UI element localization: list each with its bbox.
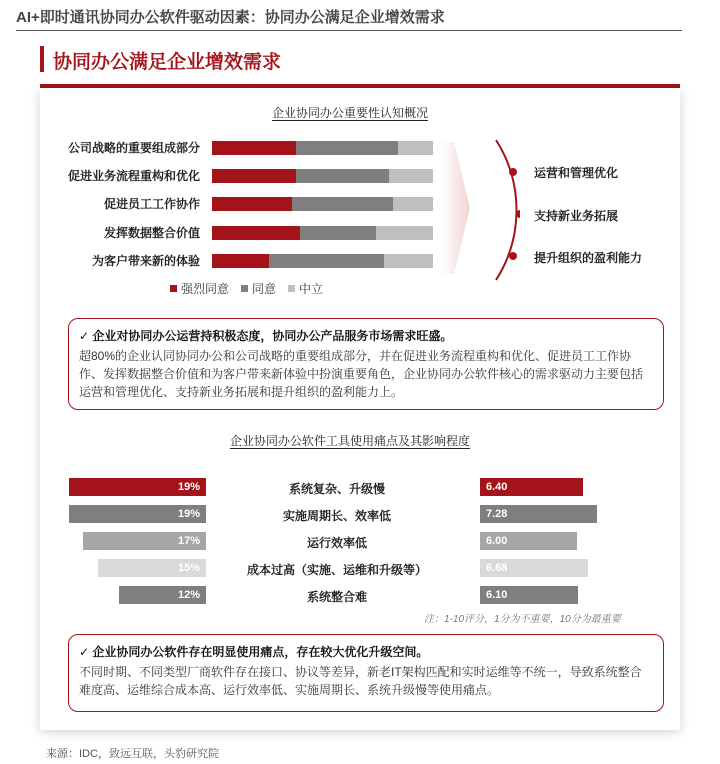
driver-arc — [440, 130, 520, 290]
pain-category-label: 成本过高（实施、运维和升级等） — [246, 563, 427, 577]
stack-category-label: 为客户带来新的体验 — [91, 254, 200, 268]
stack-bar-segment — [212, 169, 296, 183]
chart1-legend — [170, 280, 323, 297]
driver-item-1: 运营和管理优化 — [534, 166, 619, 180]
callout-1-heading — [79, 327, 452, 344]
pain-share-bar: 15% — [98, 559, 206, 577]
pain-category-label: 系统整合难 — [306, 590, 367, 604]
chart2-title: 企业协同办公软件工具使用痛点及其影响程度 — [229, 434, 470, 448]
stack-bar-segment — [269, 254, 384, 268]
stack-bar-row — [212, 254, 433, 268]
stack-bar-row — [212, 169, 433, 183]
stack-bar-row — [212, 141, 433, 155]
stack-bar-segment — [393, 197, 433, 211]
legend-label: 中立 — [299, 282, 324, 296]
page-title: AI+即时通讯协同办公软件驱动因素：协同办公满足企业增效需求 — [16, 9, 445, 26]
fade-arrow-shape — [440, 142, 470, 274]
stack-category-label: 发挥数据整合价值 — [103, 226, 200, 240]
stack-bar-segment — [296, 141, 398, 155]
pain-score-bar: 6.68 — [480, 559, 588, 577]
chart1-title: 企业协同办公重要性认知概况 — [271, 106, 428, 120]
driver-item-3: 提升组织的盈利能力 — [534, 251, 643, 265]
arc-dot-3 — [509, 252, 517, 260]
pain-share-bar: 12% — [119, 586, 206, 604]
stack-bar-segment — [376, 226, 433, 240]
stack-bar-segment — [389, 169, 433, 183]
pain-category-label: 实施周期长、效率低 — [282, 509, 391, 523]
pain-share-bar: 19% — [69, 505, 206, 523]
stack-bar-segment — [296, 169, 389, 183]
arc-dot-1 — [509, 168, 517, 176]
pain-score-bar: 7.28 — [480, 505, 597, 523]
callout-2-heading — [79, 643, 428, 660]
pain-category-label: 运行效率低 — [306, 536, 367, 550]
callout-1-heading-text: 企业对协同办公运营持积极态度，协同办公产品服务市场需求旺盛。 — [92, 329, 453, 343]
stack-bar-row — [212, 226, 433, 240]
driver-item-2: 支持新业务拓展 — [534, 209, 619, 223]
pain-share-bar: 19% — [69, 478, 206, 496]
legend-swatch — [170, 285, 177, 292]
legend-item — [288, 280, 323, 297]
section-title: 协同办公满足企业增效需求 — [53, 52, 282, 73]
check-icon: ✓ — [79, 329, 90, 343]
pain-share-bar: 17% — [83, 532, 206, 550]
callout-box-2 — [68, 634, 664, 712]
stack-bar-segment — [212, 226, 300, 240]
legend-label: 强烈同意 — [181, 282, 230, 296]
callout-box-1 — [68, 318, 664, 410]
stack-bar-segment — [398, 141, 433, 155]
pain-score-bar: 6.10 — [480, 586, 578, 604]
stack-bar-segment — [212, 141, 296, 155]
stack-category-label: 公司战略的重要组成部分 — [67, 141, 200, 155]
callout-1-body: 超80%的企业认同协同办公和公司战略的重要组成部分，并在促进业务流程重构和优化、促进员工工作协作、发挥数据整合价值和为客户带来新体验中扮演重要角色，企业协同办公软件核心的需求驱动力主要包括运营和管理优化、支持新业务拓展和提升组织的盈利能力上。 — [79, 349, 644, 399]
score-note: 注：1-10评分，1分为不重要，10分为最重要 — [424, 614, 621, 625]
title-divider — [16, 30, 682, 31]
legend-swatch — [241, 285, 248, 292]
legend-label: 同意 — [252, 282, 277, 296]
pain-score-bar: 6.00 — [480, 532, 577, 550]
stack-bar-segment — [212, 197, 292, 211]
callout-2-heading-text: 企业协同办公软件存在明显使用痛点，存在较大优化升级空间。 — [92, 645, 429, 659]
stack-bar-segment — [212, 254, 269, 268]
stack-category-label: 促进员工工作协作 — [103, 197, 200, 211]
legend-item — [241, 280, 276, 297]
check-icon: ✓ — [79, 645, 90, 659]
stack-category-label: 促进业务流程重构和优化 — [67, 169, 200, 183]
stack-bar-segment — [384, 254, 433, 268]
section-accent-bar — [40, 46, 44, 72]
legend-swatch — [288, 285, 295, 292]
stack-bar-row — [212, 197, 433, 211]
pain-score-bar: 6.40 — [480, 478, 583, 496]
source-note: 来源：IDC，致远互联，头豹研究院 — [46, 748, 219, 760]
stack-bar-segment — [292, 197, 394, 211]
legend-item — [170, 280, 229, 297]
callout-2-body: 不同时期、不同类型厂商软件存在接口、协议等差异，新老IT架构匹配和实时运维等不统一，导致系统整合难度高、运维综合成本高、运行效率低、实施周期长、系统升级慢等使用痛点。 — [79, 665, 642, 697]
pain-category-label: 系统复杂、升级慢 — [288, 482, 385, 496]
stack-bar-segment — [300, 226, 375, 240]
